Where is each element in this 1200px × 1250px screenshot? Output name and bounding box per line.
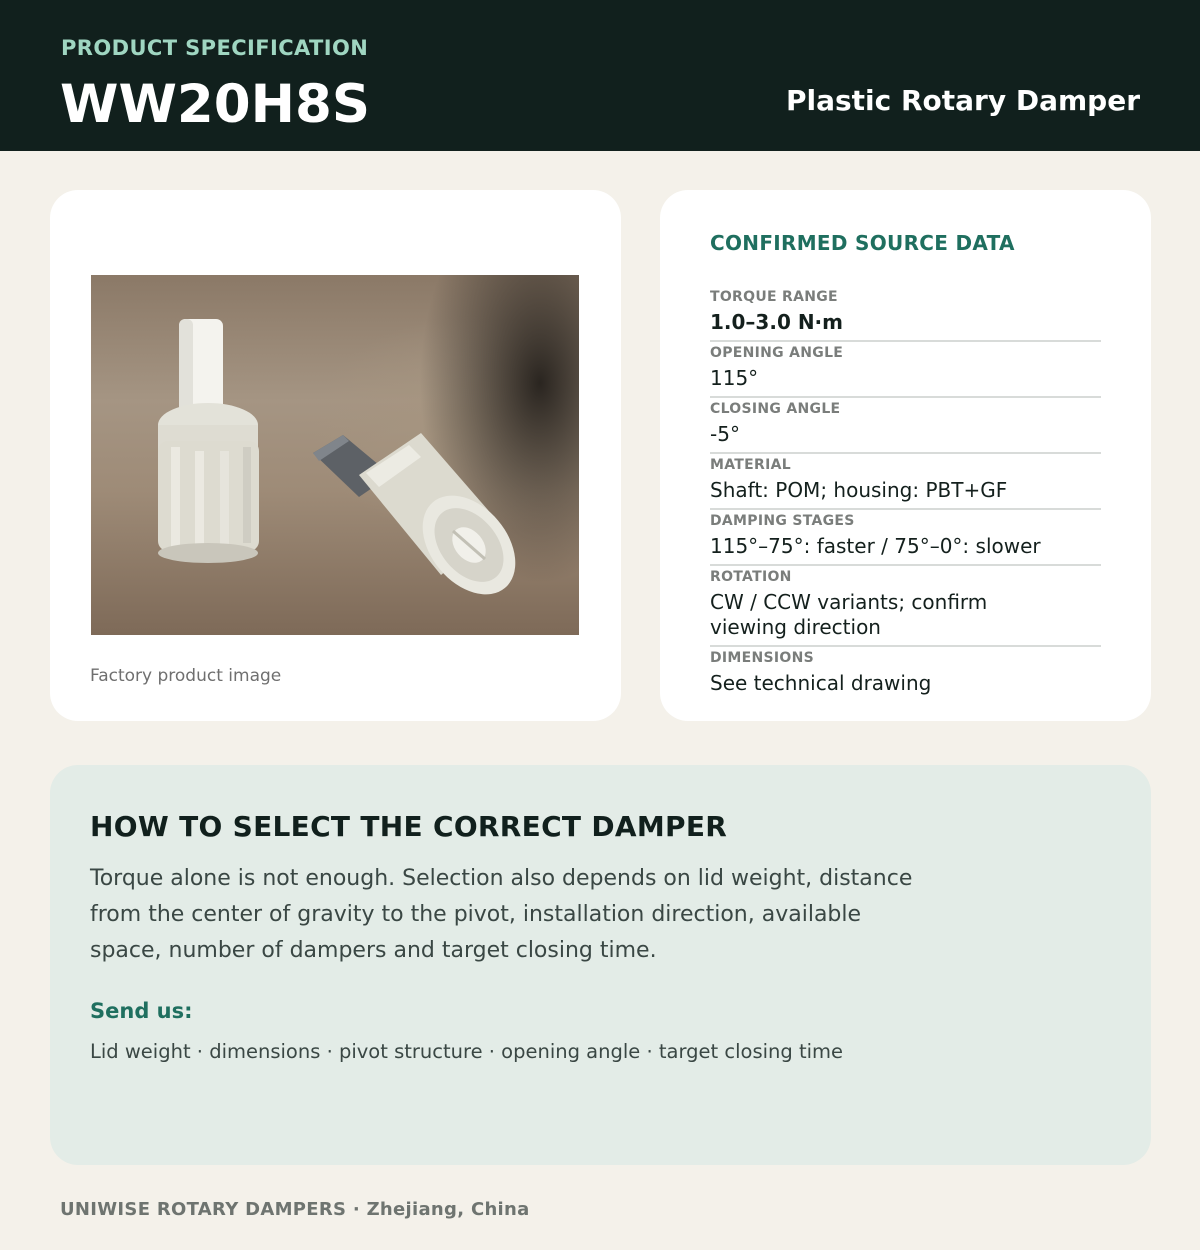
page-footer: UNIWISE ROTARY DAMPERS · Zhejiang, China [60, 1199, 530, 1220]
spec-row-damping-stages [710, 510, 1101, 566]
spec-label: DIMENSIONS [710, 650, 815, 666]
source-data-title: CONFIRMED SOURCE DATA [710, 231, 1015, 255]
spec-value: CW / CCW variants; confirm viewing direction [710, 590, 988, 639]
spec-row-rotation [710, 566, 1101, 647]
spec-row-closing-angle [710, 398, 1101, 454]
send-us-label: Send us: [90, 999, 193, 1023]
spec-label: MATERIAL [710, 457, 791, 473]
product-photo [91, 275, 579, 635]
spec-value: -5° [710, 422, 740, 446]
spec-label: DAMPING STAGES [710, 513, 855, 529]
product-type: Plastic Rotary Damper [785, 84, 1140, 117]
image-caption: Factory product image [90, 666, 282, 686]
model-number: WW20H8S [60, 74, 371, 135]
product-image-card [50, 190, 621, 721]
spec-row-opening-angle [710, 342, 1101, 398]
spec-label: ROTATION [710, 569, 792, 585]
source-data-card [660, 190, 1151, 721]
selection-guide-title: HOW TO SELECT THE CORRECT DAMPER [90, 810, 728, 843]
spec-value: 115°–75°: faster / 75°–0°: slower [710, 534, 1041, 558]
selection-guide-body: Torque alone is not enough. Selection also depends on lid weight, distance from the center of gravity to the pivot, installation direction, available space, number of dampers and target closing time. [90, 866, 913, 963]
page-header [0, 0, 1200, 151]
selection-guide-panel [50, 765, 1151, 1165]
header-eyebrow: PRODUCT SPECIFICATION [61, 36, 369, 60]
spec-value: 115° [710, 366, 759, 390]
spec-label: TORQUE RANGE [710, 289, 838, 305]
spec-label: OPENING ANGLE [710, 345, 844, 361]
spec-value: See technical drawing [710, 671, 932, 695]
spec-value: 1.0–3.0 N·m [710, 310, 843, 334]
spec-row-torque [710, 286, 1101, 342]
spec-list [710, 286, 1101, 701]
spec-row-material [710, 454, 1101, 510]
spec-value: Shaft: POM; housing: PBT+GF [710, 478, 1008, 502]
spec-row-dimensions [710, 647, 1101, 701]
send-us-items: Lid weight · dimensions · pivot structure · opening angle · target closing time [90, 1040, 844, 1063]
spec-label: CLOSING ANGLE [710, 401, 841, 417]
